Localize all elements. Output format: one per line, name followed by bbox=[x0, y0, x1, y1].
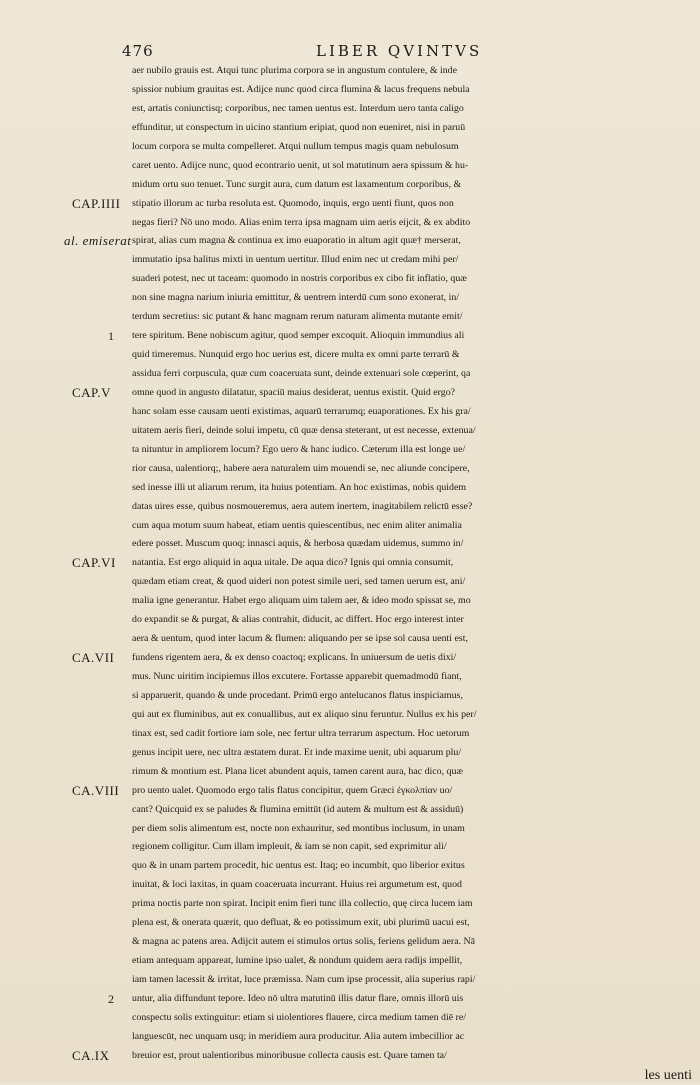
text-line bbox=[0, 971, 700, 990]
line-text: aera & uentum, quod inter lacum & flumen: aliquando per se ipse sol causa uenti est, bbox=[132, 633, 468, 645]
line-text: uitatem aeris fieri, deinde solui impetu, cū quæ densa steterant, ut est necesse, extenua/ bbox=[132, 424, 476, 436]
text-line bbox=[0, 81, 700, 100]
text-line bbox=[0, 289, 700, 308]
line-text: terdum secretius: sic putant & hanc magnam rerum naturam alimenta mutante emit/ bbox=[132, 311, 463, 323]
line-text: tere spiritum. Bene nobiscum agitur, quod semper excoquit. Alioquin immundius ali bbox=[132, 330, 465, 342]
text-line bbox=[0, 270, 700, 289]
text-line bbox=[0, 100, 700, 119]
text-line bbox=[0, 365, 700, 384]
line-text: do expandit se & purgat, & alias contrahit, diducit, ac differt. Hoc ergo interest inter bbox=[132, 614, 464, 626]
line-text: breuior est, prout ualentioribus minoribusue collecta causis est. Quare tamen ta/ bbox=[132, 1049, 447, 1061]
line-text: suaderi potest, nec ut taceam: quomodo in nostris corporibus ex cibo fit inflatio, quæ bbox=[132, 273, 467, 285]
text-line bbox=[0, 346, 700, 365]
line-text: effunditur, ut conspectum in uicino stantium eripiat, quod non eueniret, nisi in paruū bbox=[132, 121, 466, 133]
line-text: fundens rigentem aera, & ex denso coactoq; explicans. In uniuersum de uetis dixi/ bbox=[132, 652, 457, 664]
line-text: untur, alia diffundunt tepore. Ideo nō ultra matutinū illis datur flare, omnis illorū uis bbox=[132, 992, 464, 1004]
line-text: aer nubilo grauis est. Atqui tunc plurima corpora se in angustum contulere, & inde bbox=[132, 65, 457, 76]
text-line bbox=[0, 327, 700, 346]
text-line bbox=[0, 706, 700, 725]
text-line bbox=[0, 820, 700, 839]
text-line bbox=[0, 195, 700, 214]
text-line bbox=[0, 554, 700, 573]
line-text: spirat, alias cum magna & continua ex imo euaporatio in altum agit quæ† merserat, bbox=[132, 235, 461, 247]
line-text: assidua ferri corpuscula, quæ cum coaceruata sunt, deinde extenuari sole cœperint, qa bbox=[132, 368, 471, 379]
text-line bbox=[0, 763, 700, 782]
line-text: datas uires esse, quibus nosmoueremus, aera autem inertem, inagitabilem relictū esse? bbox=[132, 500, 473, 512]
text-line bbox=[0, 725, 700, 744]
text-line bbox=[0, 422, 700, 441]
line-text: conspectu solis extinguitur: etiam si uiolentiores flauere, circa medium tamen diē re/ bbox=[132, 1011, 466, 1023]
margin-note: CA.VIII bbox=[72, 782, 120, 798]
line-text: edere posset. Muscum quoq; innasci aquis, & herbosa quædam uidemus, summo in/ bbox=[132, 538, 464, 550]
line-text: hanc solam esse causam uenti existimas, aquarū terrarumq; euaporationes. Ex his gra/ bbox=[132, 405, 471, 417]
text-line bbox=[0, 535, 700, 554]
line-text: quid timeremus. Nunquid ergo hoc uerius est, dicere multa ex omni parte terrarū & bbox=[132, 349, 460, 361]
text-line bbox=[0, 611, 700, 630]
margin-note: CA.IX bbox=[72, 1047, 110, 1063]
line-text: cum aqua motum suum habeat, etiam uentis quiescentibus, nec enim aliter animalia bbox=[132, 519, 462, 531]
text-line bbox=[0, 649, 700, 668]
text-line bbox=[0, 62, 700, 81]
text-line bbox=[0, 933, 700, 952]
folio-number: 476 bbox=[122, 42, 154, 60]
running-head: LIBER QVINTVS bbox=[316, 42, 483, 60]
text-line bbox=[0, 251, 700, 270]
text-line bbox=[0, 914, 700, 933]
line-text: etiam antequam appareat, lumine ipso ualet, & nondum quidem aera radijs impellit, bbox=[132, 955, 463, 967]
text-line bbox=[0, 801, 700, 820]
line-text: per diem solis alimentum est, nocte non exhauritur, sed montibus inclusum, in unam bbox=[132, 822, 465, 834]
text-line bbox=[0, 744, 700, 763]
line-text: prima noctis parte non spirat. Incipit enim fieri tunc illa collectio, quę circa lucem iam bbox=[132, 898, 473, 910]
page-header bbox=[0, 38, 700, 64]
text-line bbox=[0, 1009, 700, 1028]
line-text: regionem colligitur. Cum illam impleuit, & iam se non capit, sed exprimitur ali/ bbox=[132, 841, 447, 853]
line-text: est, artatis coniunctisq; corporibus, nec tamen uentus est. Interdum uero tanta caligo bbox=[132, 102, 464, 114]
margin-note: CAP.IIII bbox=[72, 195, 121, 211]
text-line bbox=[0, 857, 700, 876]
margin-note: 1 bbox=[108, 329, 115, 344]
line-text: inuitat, & loci laxitas, in quam coaceruata incurrant. Huius rei argumetum est, quod bbox=[132, 879, 462, 891]
text-line bbox=[0, 119, 700, 138]
text-line bbox=[0, 308, 700, 327]
text-line bbox=[0, 479, 700, 498]
line-text: quo & in unam partem procedit, hic uentus est. Itaq; eo incumbit, quo liberior exitus bbox=[132, 860, 465, 872]
line-text: rior causa, ualentiorq;, habere aera naturalem uim mouendi se, nec aliunde concipere, bbox=[132, 462, 470, 474]
line-text: stipatio illorum ac turba resoluta est. Quomodo, inquis, ergo uenti fiunt, quos non bbox=[132, 197, 454, 209]
text-line bbox=[0, 895, 700, 914]
line-text: & magna ac patens area. Adijcit autem ei stimulos ortus solis, feriens gelidum aera. Nā bbox=[132, 936, 476, 948]
text-line bbox=[0, 176, 700, 195]
catchword: les uenti bbox=[644, 1067, 692, 1084]
text-line bbox=[0, 214, 700, 233]
line-text: quædam etiam creat, & quod uideri non potest simile ueri, sed tamen uerum est, ani/ bbox=[132, 576, 466, 588]
line-text: cant? Quicquid ex se paludes & flumina emittūt (id autem & multum est & assiduū) bbox=[132, 803, 464, 815]
text-line bbox=[0, 592, 700, 611]
line-text: omne quod in angusto dilatatur, spaciū maius desiderat, uentus existit. Quid ergo? bbox=[132, 386, 456, 398]
line-text: immutatio ipsa halitus mixti in uentum uertitur. Illud enim nec ut credam mihi per/ bbox=[132, 254, 459, 266]
text-line bbox=[0, 157, 700, 176]
line-text: genus incipit uere, nec ultra æstatem durat. Et inde maxime uenit, ubi aquarum plu/ bbox=[132, 746, 462, 758]
line-text: mus. Nunc uiritim incipiemus illos excutere. Fortasse apparebit quemadmodū fiant, bbox=[132, 671, 462, 682]
margin-note: al. emiserat bbox=[64, 233, 132, 249]
margin-note: CAP.VI bbox=[72, 555, 116, 571]
text-line bbox=[0, 138, 700, 157]
text-line bbox=[0, 573, 700, 592]
line-text: si apparuerit, quando & unde procedant. Primū ergo antelucanos flatus inspiciamus, bbox=[132, 689, 463, 701]
text-line bbox=[0, 990, 700, 1009]
line-text: languescūt, nec unquam usq; in meridiem aura producitur. Alia autem imbecillior ac bbox=[132, 1030, 465, 1042]
line-text: rimum & montium est. Plana licet abundent aquis, tamen carent aura, hac dico, quæ bbox=[132, 765, 463, 777]
line-text: midum ortu suo tenuet. Tunc surgit aura, cum datum est laxamentum corporibus, & bbox=[132, 178, 462, 190]
line-text: spissior nubium grauitas est. Adijce nunc quod circa flumina & lacus frequens nebula bbox=[132, 83, 470, 95]
margin-note: CAP.V bbox=[72, 384, 111, 400]
line-text: locum corpora se multa compelleret. Atqui nullum tempus magis quam nebulosum bbox=[132, 140, 459, 152]
text-line bbox=[0, 403, 700, 422]
line-text: pro uento ualet. Quomodo ergo talis flatus concipitur, quem Græci ἐγκολπίαν uo/ bbox=[132, 784, 453, 796]
text-line bbox=[0, 441, 700, 460]
line-text: malia igne generantur. Habet ergo aliquam uim talem aer, & ideo modo spissat se, mo bbox=[132, 595, 471, 607]
text-line bbox=[0, 952, 700, 971]
text-line bbox=[0, 384, 700, 403]
text-line bbox=[0, 782, 700, 801]
line-text: iam tamen lacessit & irritat, luce præmissa. Nam cum ipse processit, alia superius rapi/ bbox=[132, 974, 476, 985]
line-text: plena est, & onerata quærit, quo defluat, & eo potissimum exit, ubi plurimū uacui est, bbox=[132, 917, 470, 929]
text-line bbox=[0, 232, 700, 251]
text-line bbox=[0, 498, 700, 517]
text-block bbox=[0, 62, 700, 1066]
text-line bbox=[0, 876, 700, 895]
line-text: negas fieri? Nō uno modo. Alias enim terra ipsa magnam uim aeris eijcit, & ex abdito bbox=[132, 216, 471, 228]
text-line bbox=[0, 687, 700, 706]
line-text: qui aut ex fluminibus, aut ex conuallibus, aut ex aliquo sinu feruntur. Nullus ex his per/ bbox=[132, 708, 477, 720]
text-line bbox=[0, 460, 700, 479]
text-line bbox=[0, 1047, 700, 1066]
line-text: tinax est, sed cadit fortiore iam sole, nec fertur ultra terrarum aspectum. Hoc uetorum bbox=[132, 727, 470, 739]
margin-note: 2 bbox=[108, 991, 115, 1006]
text-line bbox=[0, 517, 700, 536]
text-line bbox=[0, 838, 700, 857]
text-line bbox=[0, 1028, 700, 1047]
line-text: ta nituntur in ampliorem locum? Ego uero & hanc iudico. Cæterum illa est longe ue/ bbox=[132, 443, 466, 455]
line-text: caret uento. Adijce nunc, quod econtrario uenit, ut sol matutinum aera spissum & hu- bbox=[132, 159, 469, 171]
text-line bbox=[0, 630, 700, 649]
margin-note: CA.VII bbox=[72, 650, 115, 666]
line-text: non sine magna narium iniuria emittitur, & uentrem interdū cum sono exonerat, in/ bbox=[132, 292, 460, 304]
text-line bbox=[0, 668, 700, 687]
line-text: sed inesse illi ut aliarum rerum, ita huius potentiam. An hoc existimas, nobis quidem bbox=[132, 481, 467, 493]
line-text: natantia. Est ergo aliquid in aqua uitale. De aqua dico? Ignis qui omnia consumit, bbox=[132, 557, 454, 569]
